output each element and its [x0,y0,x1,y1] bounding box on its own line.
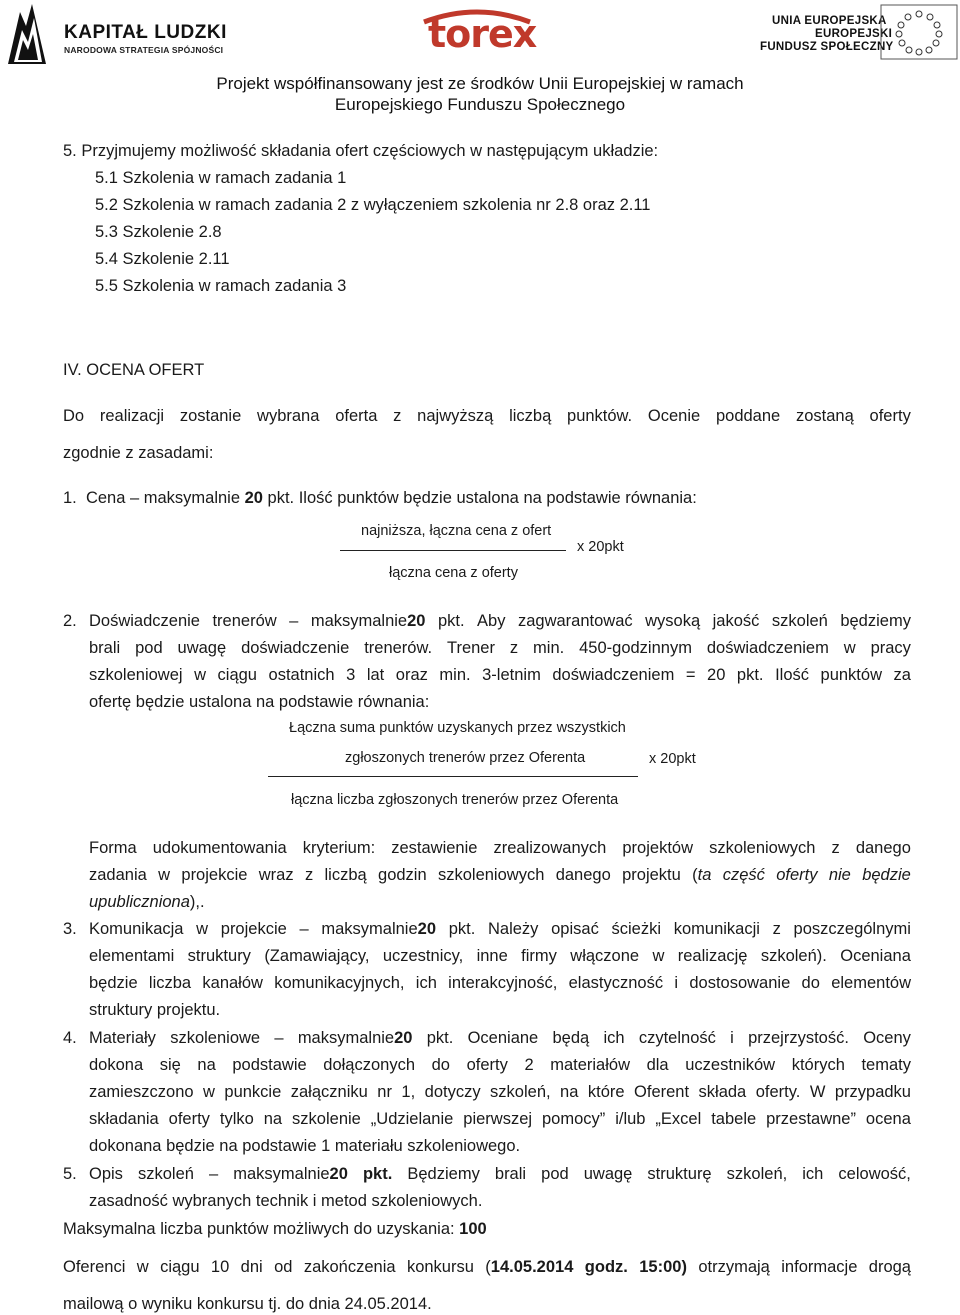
word: Doświadczenie [89,612,200,630]
word: maksymalnie20 [297,1029,413,1047]
criterion-number: 4. [63,1029,77,1047]
word: szkoleniowe [170,1029,261,1047]
word: informacje [781,1258,858,1276]
word: oferty [776,866,818,884]
word: których [791,1056,845,1074]
word: z [772,920,781,938]
word: na [197,1056,216,1074]
word: pod [135,639,163,657]
documentation-italic: upubliczniona [89,893,190,911]
word: oraz [395,666,428,684]
word: pod [541,1165,569,1183]
word: i [730,1029,734,1047]
word: 15:00) [639,1258,687,1276]
word: najwyższą [417,407,494,425]
word: dostosowanie [689,974,791,992]
word: szkoleń). [760,947,827,965]
word: tylko [219,1110,254,1128]
word: włączone [570,947,640,965]
kapital-ludzki-subtitle: NARODOWA STRATEGIA SPÓJNOŚCI [64,45,224,55]
criterion-label: Cena – maksymalnie [85,489,245,507]
word: oferty [168,1110,210,1128]
word: i [674,974,679,992]
word: zostaną [795,407,854,425]
word: do [431,1056,450,1074]
partial-offer-item: 5.2 Szkolenia w ramach zadania 2 z wyłączeniem szkolenia nr 2.8 oraz 2.11 [95,196,651,214]
word: dotyczy [424,1083,481,1101]
word: min. [533,639,565,657]
word: Oferenci [63,1258,126,1276]
documentation-line3 [89,891,205,913]
criterion-3-line1 [89,918,911,940]
criterion-3-line3 [89,972,911,994]
word: pkt. [736,666,764,684]
word: zagwarantować [517,612,633,630]
max-points [63,1218,487,1240]
word: zrealizowanych [493,839,607,857]
word: firmy [521,947,557,965]
torex-logo-text: torex [428,12,537,56]
word: komunikacyjnych, [274,974,405,992]
word: min. [439,666,471,684]
word: doświadczeniem [552,666,675,684]
word: szkoleń [138,1165,194,1183]
criterion-number: 3. [63,920,77,938]
word: – [299,920,309,938]
results-notice-line1 [63,1256,911,1278]
word: materiałów [550,1056,630,1074]
word: Należy [488,920,539,938]
word: Do [63,407,85,425]
criterion-points: 20 [244,489,263,507]
word: ścieżki [611,920,662,938]
word: dla [646,1056,669,1074]
word: udokumentowania [152,839,287,857]
word: doświadczeniem [706,639,829,657]
word: liczbą [324,866,367,884]
word: w [652,947,665,965]
word: – [209,1165,219,1183]
criterion-4-line4 [89,1108,911,1130]
word: czytelność [638,1029,716,1047]
criterion-2-line2 [89,637,911,659]
word: oferty [869,407,911,425]
word: lat [366,666,385,684]
word: elastyczność [568,974,664,992]
section-heading: IV. OCENA OFERT [63,361,205,379]
word: elementami [89,947,175,965]
word: opisać [551,920,599,938]
criterion-4-line3 [89,1081,911,1103]
formula-numerator-line1: Łączna suma punktów uzyskanych przez wszystkich [289,720,626,736]
word: z [304,866,314,884]
word: komunikacji [673,920,760,938]
formula-multiplier: x 20pkt [577,539,624,555]
word: na [560,1083,579,1101]
word: z [831,839,840,857]
word: trenerów. [364,639,433,657]
word: ich [603,1029,625,1047]
word: szkoleniowej [89,666,183,684]
word: zamieszczono [89,1083,194,1101]
criterion-2-line1 [89,610,911,632]
cofinancing-line-2: Europejskiego Funduszu Społecznego [334,95,626,114]
criterion-3-line4: struktury projektu. [89,1001,221,1019]
word: Komunikacja [89,920,184,938]
word: 20 [707,666,726,684]
word: pkt. [448,920,476,938]
word: uczestnicy, [382,947,464,965]
word: 3 [346,666,356,684]
word: tematy [861,1056,911,1074]
word: danego [555,866,611,884]
word: 2 [524,1056,534,1074]
word: będzie [862,866,911,884]
word: (14.05.2014 [485,1258,574,1276]
word: Materiały [89,1029,156,1047]
criterion-3-line2 [89,945,911,967]
word: w [158,866,171,884]
word: ostatnich [268,666,335,684]
word: dołączonych [323,1056,416,1074]
evaluation-intro-line1 [63,405,911,427]
word: Oferent [634,1083,690,1101]
word: w [136,1258,149,1276]
formula-denominator: łączna liczba zgłoszonych trenerów przez Oferenta [291,792,619,808]
word: szkolenie [292,1110,361,1128]
word: Oceniana [840,947,911,965]
word: Oceniane [467,1029,539,1047]
word: – [274,1029,284,1047]
word: Opis [89,1165,123,1183]
partial-offers-intro: 5. Przyjmujemy możliwość składania ofert częściowych w następującym układzie: [63,142,659,160]
eu-label-line2: EUROPEJSKI [815,28,893,40]
word: dokona [89,1056,144,1074]
word: szkoleniowych [437,866,545,884]
word: w [843,639,856,657]
word: punktów [820,666,882,684]
partial-offer-item: 5.1 Szkolenia w ramach zadania 1 [95,169,347,187]
word: maksymalnie20 [321,920,437,938]
eu-label-line1: UNIA EUROPEJSKA [772,15,887,27]
word: liczba [148,974,192,992]
word: szkoleń [771,612,828,630]
word: = [685,666,696,684]
word: Będziemy [407,1165,480,1183]
word: uczestników [685,1056,776,1074]
word: (Zamawiający, [264,947,370,965]
word: Oceny [863,1029,911,1047]
word: do [801,974,820,992]
criterion-number: 1. [63,489,77,507]
word: Forma [89,839,137,857]
criterion-4-line5: dokonana będzie na podstawie 1 materiału szkoleniowego. [89,1137,521,1155]
word: poszczególnymi [793,920,911,938]
word: i/lub [615,1110,646,1128]
word: przejrzystość. [748,1029,849,1047]
word: zadania [89,866,147,884]
criterion-text: pkt. Ilość punktów będzie ustalona na podstawie równania: [262,489,697,507]
word: przestawne” [766,1110,856,1128]
word: otrzymają [698,1258,770,1276]
word: będą [552,1029,590,1047]
formula-denominator: łączna cena z oferty [389,565,518,581]
cofinancing-line-1: Projekt współfinansowany jest ze środków Unii Europejskiej w ramach [216,74,744,93]
criterion-1 [63,487,697,509]
word: – [289,612,299,630]
word: Ilość [775,666,809,684]
word: projekcie [220,920,287,938]
word: realizacji [99,407,165,425]
word: pkt. [437,612,465,630]
word: wybrana [257,407,320,425]
word: załączniku [290,1083,368,1101]
word: drogą [868,1258,911,1276]
word: nie [828,866,851,884]
word: projektów [622,839,693,857]
word: struktury [187,947,251,965]
word: ocena [865,1110,911,1128]
word: 1, [401,1083,416,1101]
evaluation-intro-line2: zgodnie z zasadami: [63,444,214,462]
formula-numerator-line2: zgłoszonych trenerów przez Oferenta [345,750,586,766]
word: wraz [258,866,294,884]
word: realizację [677,947,748,965]
word: z [509,639,519,657]
word: elementów [831,974,911,992]
word: będzie [89,974,138,992]
formula-divider [268,776,638,777]
results-notice-line2: mailową o wyniku konkursu tj. do dnia 24.05.2014. [63,1295,432,1313]
max-points-value: 100 [459,1220,487,1238]
word: tabele [711,1110,757,1128]
word: Trener [446,639,495,657]
word: pkt. [426,1029,454,1047]
max-points-label: Maksymalna liczba punktów możliwych do uzyskania: [63,1220,460,1238]
word: część [722,866,765,884]
word: wysoką [645,612,701,630]
word: ich [802,1165,824,1183]
word: godz. [584,1258,628,1276]
word: pkt. [362,1165,393,1183]
word: projektu [622,866,681,884]
word: inne [476,947,508,965]
criterion-5-line2: zasadność wybranych technik i metod szkoleniowych. [89,1192,483,1210]
word: trenerów [212,612,277,630]
word: pomocy” [541,1110,606,1128]
word: Aby [477,612,506,630]
word: liczbą [509,407,552,425]
word: jakość [712,612,760,630]
word: szkoleń, [490,1083,551,1101]
word: 3-letnim [482,666,541,684]
word: 450-godzinnym [579,639,692,657]
word: ich [415,974,437,992]
word: maksymalnie20 [233,1165,348,1183]
word: się [159,1056,181,1074]
word: „Excel [655,1110,702,1128]
word: Ocenie [647,407,701,425]
word: danego [855,839,911,857]
word: poddane [715,407,781,425]
kapital-ludzki-title: KAPITAŁ LUDZKI [64,22,227,43]
word: godzin [378,866,427,884]
criterion-5-line1 [89,1163,911,1185]
word: punktów. [567,407,633,425]
word: W [809,1083,826,1101]
word: zakończenia [303,1258,396,1276]
documentation-line2 [89,864,911,886]
word: oferta [335,407,378,425]
word: za [893,666,911,684]
word: oferty. [755,1083,801,1101]
word: w [194,666,206,684]
word: szkoleniowych [709,839,816,857]
word: pracy [870,639,911,657]
word: w [203,1083,215,1101]
word: celowość, [838,1165,911,1183]
formula-numerator: najniższa, łączna cena z ofert [361,523,552,539]
word: składania [89,1110,159,1128]
word: konkursu [406,1258,474,1276]
word: „Udzielanie [370,1110,454,1128]
word: kryterium: [302,839,376,857]
word: które [587,1083,625,1101]
documentation-line1 [89,837,911,859]
word: uwagę [583,1165,633,1183]
partial-offer-item: 5.4 Szkolenie 2.11 [95,250,230,268]
partial-offer-item: 5.5 Szkolenia w ramach zadania 3 [95,277,347,295]
word: szkoleń, [726,1165,788,1183]
word: interakcyjność, [448,974,558,992]
word: uwagę [177,639,227,657]
word: doświadczenie [241,639,350,657]
word: ciągu [217,666,257,684]
criterion-number: 5. [63,1165,77,1183]
criterion-4-line1 [89,1027,911,1049]
kapital-ludzki-logo-icon [6,4,48,66]
criterion-2-line4: ofertę będzie ustalona na podstawie równania: [89,693,430,711]
word: składa [698,1083,747,1101]
word: z [393,407,402,425]
word: punkcie [224,1083,282,1101]
word: maksymalnie20 [310,612,426,630]
word: strukturę [647,1165,712,1183]
word: (ta [692,866,712,884]
word: ciągu [160,1258,200,1276]
word: 10 [210,1258,230,1276]
criterion-4-line2 [89,1054,911,1076]
word: kanałów [202,974,263,992]
formula-divider [340,550,566,551]
word: dni [240,1258,263,1276]
word: brali [89,639,121,657]
word: oferty [466,1056,508,1074]
word: w [196,920,209,938]
word: na [263,1110,283,1128]
partial-offer-item: 5.3 Szkolenie 2.8 [95,223,222,241]
word: przypadku [834,1083,911,1101]
word: podstawie [232,1056,307,1074]
eu-label-line3: FUNDUSZ SPOŁECZNY [760,41,894,53]
criterion-number: 2. [63,612,77,630]
word: projekcie [181,866,248,884]
word: nr [377,1083,392,1101]
documentation-tail: ),. [189,893,205,911]
word: zestawienie [391,839,478,857]
formula-multiplier: x 20pkt [649,751,696,767]
word: zostanie [179,407,242,425]
word: będziemy [840,612,911,630]
word: brali [494,1165,527,1183]
criterion-2-line3 [89,664,911,686]
eu-flag-icon [880,4,958,60]
word: pierwszej [463,1110,533,1128]
word: od [274,1258,293,1276]
